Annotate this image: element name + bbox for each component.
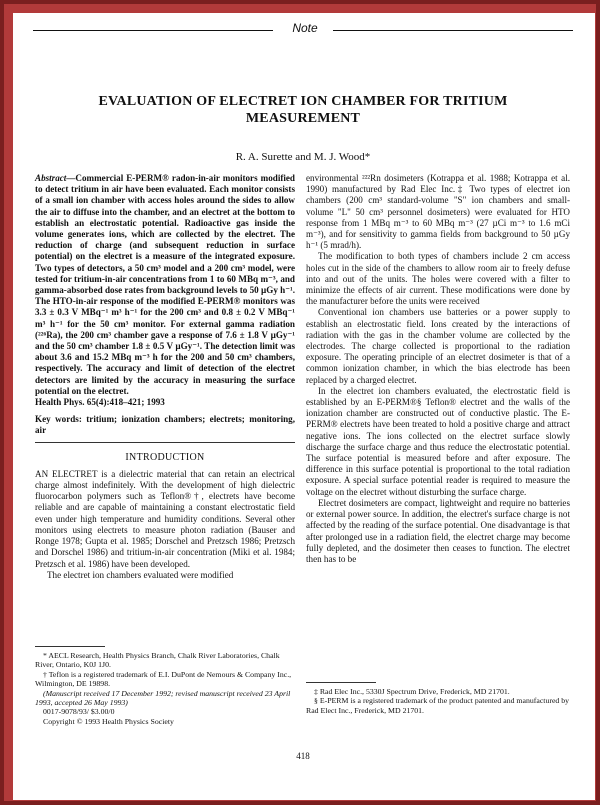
footnote-rad-elec: ‡ Rad Elec Inc., 5330J Spectrum Drive, Frederick, MD 21701. <box>314 687 510 696</box>
introduction-paragraph-2: The electret ion chambers evaluated were modified <box>47 569 234 580</box>
footnote-eperm: § E-PERM is a registered trademark of the product patented and manufactured by Rad Elect Inc., Frederick, MD 21701. <box>306 696 570 715</box>
abstract-separator <box>35 442 295 443</box>
note-rule-right <box>333 30 573 31</box>
note-header <box>33 21 573 37</box>
keywords: Key words: tritium; ionization chambers; electrets; monitoring, air <box>35 414 295 436</box>
abstract <box>35 173 295 397</box>
left-column <box>35 173 295 581</box>
journal-page <box>13 13 595 800</box>
article-title: EVALUATION OF ELECTRET ION CHAMBER FOR TRITIUM MEASUREMENT <box>98 94 508 126</box>
footnote-manuscript: (Manuscript received 17 December 1992; revised manuscript received 23 April 1993, accepted 26 May 1993) <box>35 688 291 708</box>
note-rule-left <box>33 30 273 31</box>
note-label: Note <box>292 21 318 35</box>
right-paragraph-1: The modification to both types of chambers include 2 cm access holes cut in the side of the chambers to allow room air to freely defuse into and out of the units. The holes were covered with a filter to minimize the effects of air current. These modifications were done by the manufacturer before the units were received <box>306 251 570 307</box>
page-number: 418 <box>296 751 310 761</box>
footnote-rule-right <box>306 682 376 683</box>
citation: Health Phys. 65(4):418–421; 1993 <box>35 397 165 408</box>
footnote-issn: 0017-9078/93/ $3.00/0 <box>43 707 115 717</box>
abstract-text: Commercial E-PERM® radon-in-air monitors modified to detect tritium in air have been evaluated. Each monitor consists of a small ion chamber with access holes around the sides to allow the air to diffuse into the chamber, and an electret at the bottom to establish an electrostatic potential. Radioactive gas inside the volume generates ions, which are collected by the electret. The reduction of charge (and subsequent reduction in surface potential) on the electret is a measure of the integrated exposure. Two types of detectors, a 50 cm³ model and a 200 cm³ model, were tested for tritium-in-air concentrations from 1 to 60 MBq m⁻³, and gamma-absorbed dose rates from background levels to 50 µGy h⁻¹. The HTO-in-air response of the modified E-PERM® monitors was 3.3 ± 0.3 V MBq⁻¹ m³ h⁻¹ for the 200 cm³ and 0.8 ± 0.2 V MBq⁻¹ m³ h⁻¹ for the 50 cm³ monitor. For external gamma radiation (²²⁶Ra), the 200 cm³ chamber gave a response of 7.6 ± 1.8 V µGy⁻¹ and the 50 cm³ chamber 1.8 ± 0.5 V µGy⁻¹. The detection limit was about 3.6 and 15.2 MBq m⁻³ h for the 200 and 50 cm³ chambers, respectively. The accuracy and limit of detection of the electret detectors are limited by the accuracy in measuring the surface potential on the electret. <box>35 173 295 396</box>
right-paragraph-4: Electret dosimeters are compact, lightweight and require no batteries or external power source. In addition, the electret's surface charge is not affected by the reading of the surface potential. One disadvantage is that after prolonged use in a radiation field, the electret charge may become fully depleted, and the dosimeter then ceases to function. The electret then has to be <box>306 497 570 564</box>
footnotes-left <box>35 646 295 726</box>
footnote-copyright: Copyright © 1993 Health Physics Society <box>43 716 174 726</box>
article-authors: R. A. Surette and M. J. Wood* <box>235 151 371 163</box>
footnote-teflon: † Teflon is a registered trademark of E.I. DuPont de Nemours & Company Inc., Wilmington, DE 19898. <box>35 669 292 689</box>
right-paragraph-2: Conventional ion chambers use batteries or a power supply to establish an electrostatic field. Ions created by the interactions of radiation with the gas in the chamber volume are collected by the electrodes. The charge collected is proportional to the radiation exposure. The operating principle of an electret dosimeter is that of a common ionization chamber, in which the bias electrode has been replaced by a charged electret. <box>306 307 570 385</box>
right-paragraph-3: In the electret ion chambers evaluated, the electrostatic field is established by an E-PERM®§ Teflon® electret and the walls of the ionization chamber are constructed out of conductive plastic. The E-PERM® electrets have been treated to hold a positive charge and attract negative ions. The ions collected on the electret surface slowly discharge the surface charge and thus reduce the electrostatic potential. The surface potential is measured before and after exposure. The difference in this surface potential is proportional to the total radiation exposure. A special surface potential reader is required to measure the voltage on the electret without disturbing the surface charge. <box>306 385 570 497</box>
footnote-affiliation: * AECL Research, Health Physics Branch, Chalk River Laboratories, Chalk River, Ontario, K0J 1J0. <box>35 651 280 670</box>
footnotes-right <box>306 682 570 715</box>
introduction-heading: INTRODUCTION <box>125 451 205 463</box>
footnote-rule <box>35 646 105 647</box>
abstract-lead: Abstract— <box>35 173 76 183</box>
page-frame <box>4 4 596 801</box>
introduction-paragraph-1: AN ELECTRET is a dielectric material that can retain an electrical charge almost indefinitely. With the development of high dielectric fluorocarbon polymers such as Teflon®†, electrets have become reliable and are capable of maintaining a constant electrostatic field even under high temperature and humidity conditions. Several other monitors using electrets to measure photon radiation (Bauser and Ronge 1978; Gupta et al. 1985; Dorschel and Pretzsch 1986; Pretzsch and Dorschel 1986) and tritium-in-air concentration (Miki et al. 1984; Pretzsch et al. 1986) have been developed. <box>35 468 295 569</box>
right-column <box>306 173 570 565</box>
right-paragraph-0: environmental ²²²Rn dosimeters (Kotrappa et al. 1988; Kotrappa et al. 1990) manufactured by Rad Elec Inc.‡ Two types of electret ion chambers (200 cm³ standard-volume "S" ion chambers and small-volume "L" 50 cm³ personnel dosimeters) were evaluated for HTO response from 1 MBq m⁻³ to 60 MBq m⁻³ (27 µCi m⁻³ to 1.6 mCi m⁻³), and for sensitivity to gamma fields from background to 50 µGy h⁻¹ (5 mrad/h). <box>306 173 570 251</box>
